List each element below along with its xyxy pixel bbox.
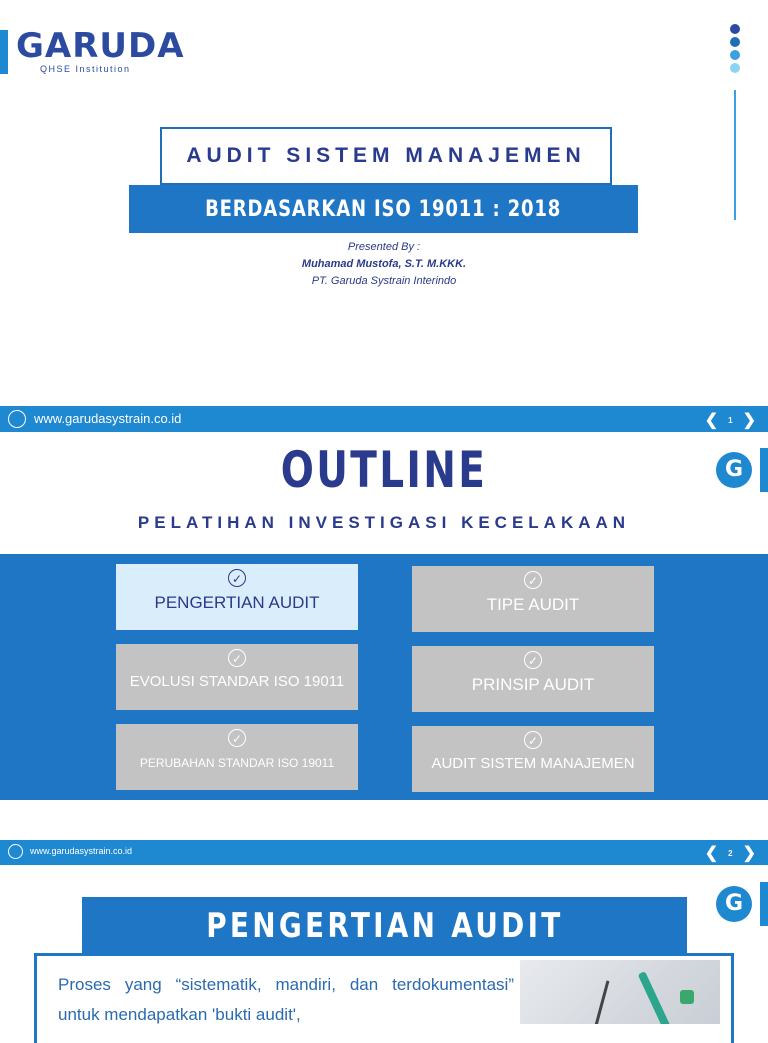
check-circle-icon: ✓ — [228, 729, 246, 747]
page-number: 2 — [728, 848, 733, 858]
next-slide-icon[interactable]: ❯ — [742, 845, 756, 862]
website-link[interactable]: www.garudasystrain.co.id — [30, 846, 133, 856]
logo-side-tab — [760, 882, 768, 926]
outline-item-label: TIPE AUDIT — [486, 595, 580, 614]
outline-item-prinsip-audit[interactable] — [412, 646, 654, 712]
logo-accent-bar — [0, 30, 8, 74]
logo-subtitle: QHSE Institution — [40, 64, 131, 74]
slide-navigation — [705, 410, 756, 430]
slide-subtitle: BERDASARKAN ISO 19011 : 2018 — [205, 196, 562, 222]
outline-subtitle: PELATIHAN INVESTIGASI KECELAKAAN — [137, 513, 631, 532]
website-link[interactable]: www.garudasystrain.co.id — [34, 411, 182, 426]
dot-1 — [730, 24, 740, 34]
globe-icon — [8, 844, 23, 859]
garuda-logo: GARUDA — [16, 26, 185, 66]
slide-title: AUDIT SISTEM MANAJEMEN — [186, 144, 586, 167]
prev-slide-icon[interactable]: ❮ — [704, 845, 719, 862]
outline-item-tipe-audit[interactable] — [412, 566, 654, 632]
slide-footer-1 — [0, 406, 768, 432]
outline-item-label: PENGERTIAN AUDIT — [154, 593, 320, 612]
check-circle-icon: ✓ — [524, 651, 542, 669]
outline-item-audit-sistem[interactable] — [412, 726, 654, 792]
check-circle-icon: ✓ — [228, 569, 246, 587]
audit-tools-photo — [520, 960, 720, 1024]
outline-title: OUTLINE — [280, 441, 488, 499]
garuda-g-logo-icon: G — [716, 452, 752, 488]
garuda-g-logo-icon: G — [716, 886, 752, 922]
outline-item-label: AUDIT SISTEM MANAJEMEN — [431, 755, 635, 772]
company-name: PT. Garuda Systrain Interindo — [311, 275, 457, 287]
check-circle-icon: ✓ — [524, 571, 542, 589]
outline-item-perubahan-standar[interactable] — [116, 724, 358, 790]
page-number: 1 — [728, 415, 733, 425]
check-circle-icon: ✓ — [524, 731, 542, 749]
outline-item-label: PRINSIP AUDIT — [471, 675, 595, 694]
slide-footer-2 — [0, 840, 768, 865]
outline-item-label: PERUBAHAN STANDAR ISO 19011 — [139, 756, 335, 770]
outline-item-label: EVOLUSI STANDAR ISO 19011 — [129, 673, 345, 690]
slide-subtitle-box — [129, 185, 638, 233]
dot-4 — [730, 63, 740, 73]
definition-text: Proses yang “sistematik, mandiri, dan terdokumentasi” untuk mendapatkan 'bukti audit', — [58, 975, 514, 1024]
decorative-dots — [730, 24, 742, 76]
pengertian-title: PENGERTIAN AUDIT — [205, 906, 564, 946]
globe-icon — [8, 410, 26, 428]
dot-3 — [730, 50, 740, 60]
presented-by-label: Presented By : — [347, 241, 421, 253]
pengertian-title-box — [82, 897, 687, 955]
outline-item-pengertian-audit[interactable] — [116, 564, 358, 630]
check-circle-icon: ✓ — [228, 649, 246, 667]
next-slide-icon[interactable]: ❯ — [742, 412, 756, 429]
outline-item-evolusi-standar[interactable] — [116, 644, 358, 710]
slide-title-box — [160, 127, 612, 185]
presenter-name: Muhamad Mustofa, S.T. M.KKK. — [301, 258, 467, 270]
slide-navigation — [705, 843, 756, 863]
prev-slide-icon[interactable]: ❮ — [704, 412, 719, 429]
decorative-line — [734, 90, 736, 220]
logo-side-tab — [760, 448, 768, 492]
dot-2 — [730, 37, 740, 47]
